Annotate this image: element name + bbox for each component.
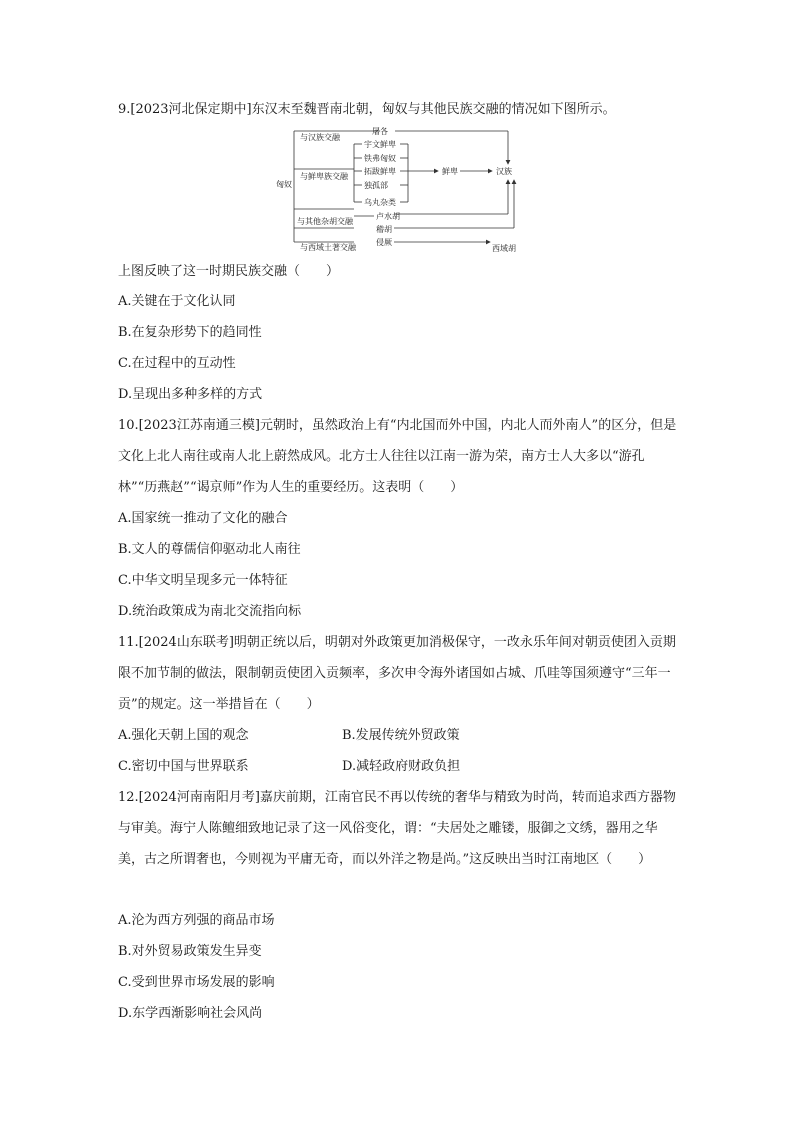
q10-option-a[interactable]: A.国家统一推动了文化的融合 <box>118 511 288 526</box>
node-xiyuhu: 西域胡 <box>492 244 516 252</box>
node-tuge: 屠各 <box>372 127 388 136</box>
q9-option-b[interactable]: B.在复杂形势下的趋同性 <box>118 325 262 340</box>
node-lushui: 卢水胡 <box>376 212 400 221</box>
q9-option-d[interactable]: D.呈现出多种多样的方式 <box>118 387 263 402</box>
node-xianbei: 鲜卑 <box>442 167 458 176</box>
q12-option-c[interactable]: C.受到世界市场发展的影响 <box>118 975 275 990</box>
node-duguben: 独孤部 <box>364 181 388 190</box>
node-hanzu: 汉族 <box>496 167 512 176</box>
q9-fusion-diagram <box>270 124 530 252</box>
branch-han-label: 与汉族交融 <box>300 133 340 142</box>
node-qingke: 侵厥 <box>376 238 392 247</box>
q12-stem: 12.[2024河南南阳月考]嘉庆前期，江南官民不再以传统的奢华与精致为时尚，转而追求西方器物与审美。海宁人陈鳣细致地记录了这一风俗变化，谓：“夫居处之雕镂，服御之文绣，器用之华美，古之所谓奢也，今则视为平庸无奇，而以外洋之物是尚。”这反映出当时江南地区（ ） <box>118 790 676 867</box>
q9-option-a[interactable]: A.关键在于文化认同 <box>118 294 236 309</box>
q11-option-b[interactable]: B.发展传统外贸政策 <box>342 728 460 743</box>
node-jihu: 稽胡 <box>376 225 392 234</box>
q10-option-c[interactable]: C.中华文明呈现多元一体特征 <box>118 573 288 588</box>
q12-option-b[interactable]: B.对外贸易政策发生异变 <box>118 944 262 959</box>
node-wuhuan: 乌丸杂类 <box>364 198 396 207</box>
q9-option-c[interactable]: C.在过程中的互动性 <box>118 356 236 371</box>
node-yuwen: 宇文鲜卑 <box>364 140 396 149</box>
branch-zahu-label: 与其他杂胡交融 <box>297 217 353 226</box>
q9-question: 上图反映了这一时期民族交融（ ） <box>118 264 340 279</box>
q12-option-d[interactable]: D.东学西渐影响社会风尚 <box>118 1006 263 1021</box>
q10-option-d[interactable]: D.统治政策成为南北交流指向标 <box>118 604 302 619</box>
q12-option-a[interactable]: A.沦为西方列强的商品市场 <box>118 913 275 928</box>
q10-option-b[interactable]: B.文人的尊儒信仰驱动北人南往 <box>118 542 301 557</box>
q11-stem: 11.[2024山东联考]明朝正统以后，明朝对外政策更加消极保守，一改永乐年间对朝贡使团入贡期限不加节制的做法，限制朝贡使团入贡频率，多次申令海外诸国如占城、爪哇等国须遵守“三年一贡”的规定。这一举措旨在（ ） <box>118 635 676 712</box>
q10-stem: 10.[2023江苏南通三模]元朝时，虽然政治上有“内北国而外中国，内北人而外南人”的区分，但是文化上北人南往或南人北上蔚然成风。北方士人往往以江南一游为荣，南方士人大多以“游孔林”“历燕赵”“谒京师”作为人生的重要经历。这表明（ ） <box>118 418 677 495</box>
q11-option-a[interactable]: A.强化天朝上国的观念 <box>118 728 249 743</box>
node-tuoba: 拓跋鲜卑 <box>364 167 396 176</box>
branch-xianbei-label: 与鲜卑族交融 <box>300 172 348 181</box>
q11-option-c[interactable]: C.密切中国与世界联系 <box>118 759 249 774</box>
q9-stem: 9.[2023河北保定期中]东汉末至魏晋南北朝，匈奴与其他民族交融的情况如下图所示。 <box>118 102 616 117</box>
q11-option-d[interactable]: D.减轻政府财政负担 <box>342 759 461 774</box>
diagram-root-label: 匈奴 <box>276 180 292 189</box>
branch-xiyu-label: 与西域土著交融 <box>300 243 356 252</box>
node-tiefu: 铁弗匈奴 <box>364 154 396 163</box>
